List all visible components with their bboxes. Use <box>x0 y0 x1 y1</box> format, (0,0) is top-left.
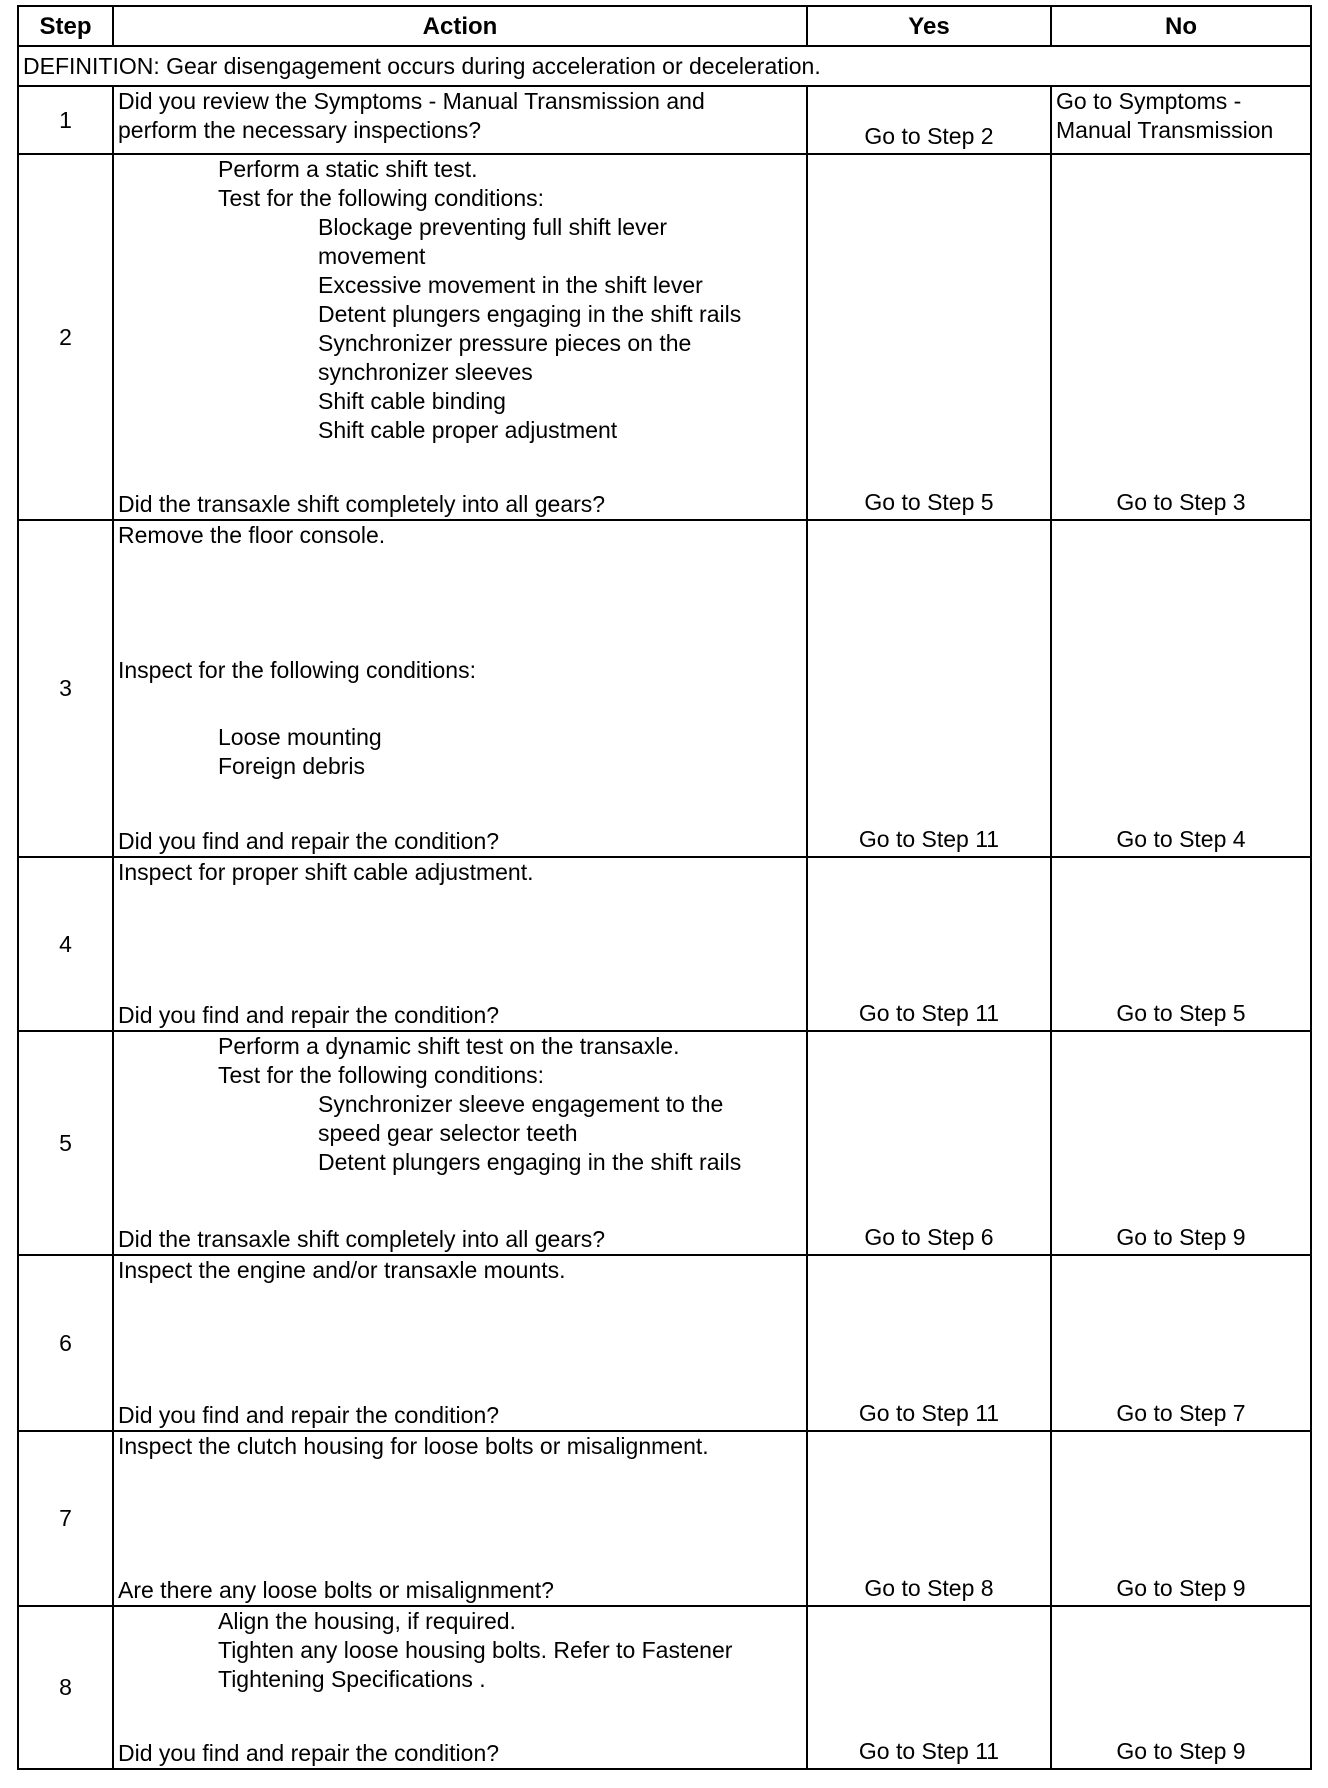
step-number: 6 <box>18 1255 113 1431</box>
table-row <box>18 520 1311 857</box>
condition-item: Foreign debris <box>218 753 366 779</box>
yes-cell: Go to Step 2 <box>807 86 1051 154</box>
header-step: Step <box>18 6 113 46</box>
step-number: 1 <box>18 86 113 154</box>
diagnostic-table <box>17 5 1312 1770</box>
condition-item: Synchronizer pressure pieces on the <box>318 330 692 356</box>
action-cell <box>113 520 807 857</box>
action-line: Perform a dynamic shift test on the transaxle. <box>218 1033 680 1059</box>
question-line: Did you find and repair the condition? <box>118 1740 500 1766</box>
no-cell: Go to Step 4 <box>1051 520 1311 857</box>
action-line: Tightening Specifications . <box>218 1666 486 1692</box>
yes-cell: Go to Step 8 <box>807 1431 1051 1606</box>
action-line: Did you review the Symptoms - Manual Transmission and <box>118 88 705 114</box>
condition-item: Shift cable proper adjustment <box>318 417 618 443</box>
condition-item: speed gear selector teeth <box>318 1120 578 1146</box>
no-line: Manual Transmission <box>1056 117 1274 143</box>
header-yes: Yes <box>807 6 1051 46</box>
no-line: Go to Symptoms - <box>1056 88 1242 114</box>
diagnostic-table-page <box>17 5 1310 1770</box>
no-cell: Go to Step 5 <box>1051 857 1311 1031</box>
action-cell <box>113 1431 807 1606</box>
action-cell <box>113 857 807 1031</box>
action-line: Perform a static shift test. <box>218 156 478 182</box>
action-line: Remove the floor console. <box>118 522 386 548</box>
definition-row <box>18 46 1311 86</box>
no-cell: Go to Step 7 <box>1051 1255 1311 1431</box>
question-line: Did the transaxle shift completely into all gears? <box>118 491 606 517</box>
condition-item: Synchronizer sleeve engagement to the <box>318 1091 724 1117</box>
step-number: 4 <box>18 857 113 1031</box>
yes-cell: Go to Step 11 <box>807 520 1051 857</box>
table-row <box>18 857 1311 1031</box>
no-cell <box>1051 86 1311 154</box>
condition-item: Shift cable binding <box>318 388 506 414</box>
no-cell: Go to Step 9 <box>1051 1431 1311 1606</box>
action-line: Inspect for the following conditions: <box>118 657 476 683</box>
table-row <box>18 1031 1311 1255</box>
step-number: 7 <box>18 1431 113 1606</box>
condition-item: Blockage preventing full shift lever <box>318 214 668 240</box>
question-line: Are there any loose bolts or misalignment? <box>118 1577 554 1603</box>
table-row <box>18 86 1311 154</box>
question-line: Did you find and repair the condition? <box>118 1402 500 1428</box>
condition-item: movement <box>318 243 426 269</box>
yes-cell: Go to Step 11 <box>807 1255 1051 1431</box>
action-cell <box>113 1255 807 1431</box>
yes-cell: Go to Step 6 <box>807 1031 1051 1255</box>
step-number: 3 <box>18 520 113 857</box>
yes-cell: Go to Step 11 <box>807 857 1051 1031</box>
action-line: Inspect the engine and/or transaxle mounts. <box>118 1257 566 1283</box>
table-row <box>18 1255 1311 1431</box>
yes-cell: Go to Step 5 <box>807 154 1051 520</box>
step-number: 2 <box>18 154 113 520</box>
action-line: Test for the following conditions: <box>218 1062 545 1088</box>
question-line: Did the transaxle shift completely into all gears? <box>118 1226 606 1252</box>
question-line: Did you find and repair the condition? <box>118 1002 500 1028</box>
table-row <box>18 1431 1311 1606</box>
step-number: 5 <box>18 1031 113 1255</box>
action-line: Inspect for proper shift cable adjustment. <box>118 859 534 885</box>
no-cell: Go to Step 3 <box>1051 154 1311 520</box>
action-line: Inspect the clutch housing for loose bolts or misalignment. <box>118 1433 709 1459</box>
definition-text: DEFINITION: Gear disengagement occurs during acceleration or deceleration. <box>18 46 1311 86</box>
condition-item: Loose mounting <box>218 724 382 750</box>
action-cell <box>113 1606 807 1769</box>
table-row <box>18 154 1311 520</box>
no-cell: Go to Step 9 <box>1051 1606 1311 1769</box>
condition-item: Detent plungers engaging in the shift rails <box>318 301 742 327</box>
action-line: Test for the following conditions: <box>218 185 545 211</box>
action-cell <box>113 154 807 520</box>
action-cell <box>113 1031 807 1255</box>
action-cell <box>113 86 807 154</box>
yes-cell: Go to Step 11 <box>807 1606 1051 1769</box>
action-line: Tighten any loose housing bolts. Refer to Fastener <box>218 1637 733 1663</box>
no-cell: Go to Step 9 <box>1051 1031 1311 1255</box>
action-line: perform the necessary inspections? <box>118 117 482 143</box>
condition-item: synchronizer sleeves <box>318 359 533 385</box>
table-row <box>18 1606 1311 1769</box>
question-line: Did you find and repair the condition? <box>118 828 500 854</box>
condition-item: Excessive movement in the shift lever <box>318 272 703 298</box>
header-no: No <box>1051 6 1311 46</box>
header-action: Action <box>113 6 807 46</box>
condition-item: Detent plungers engaging in the shift rails <box>318 1149 742 1175</box>
header-row <box>18 6 1311 46</box>
action-line: Align the housing, if required. <box>218 1608 516 1634</box>
step-number: 8 <box>18 1606 113 1769</box>
